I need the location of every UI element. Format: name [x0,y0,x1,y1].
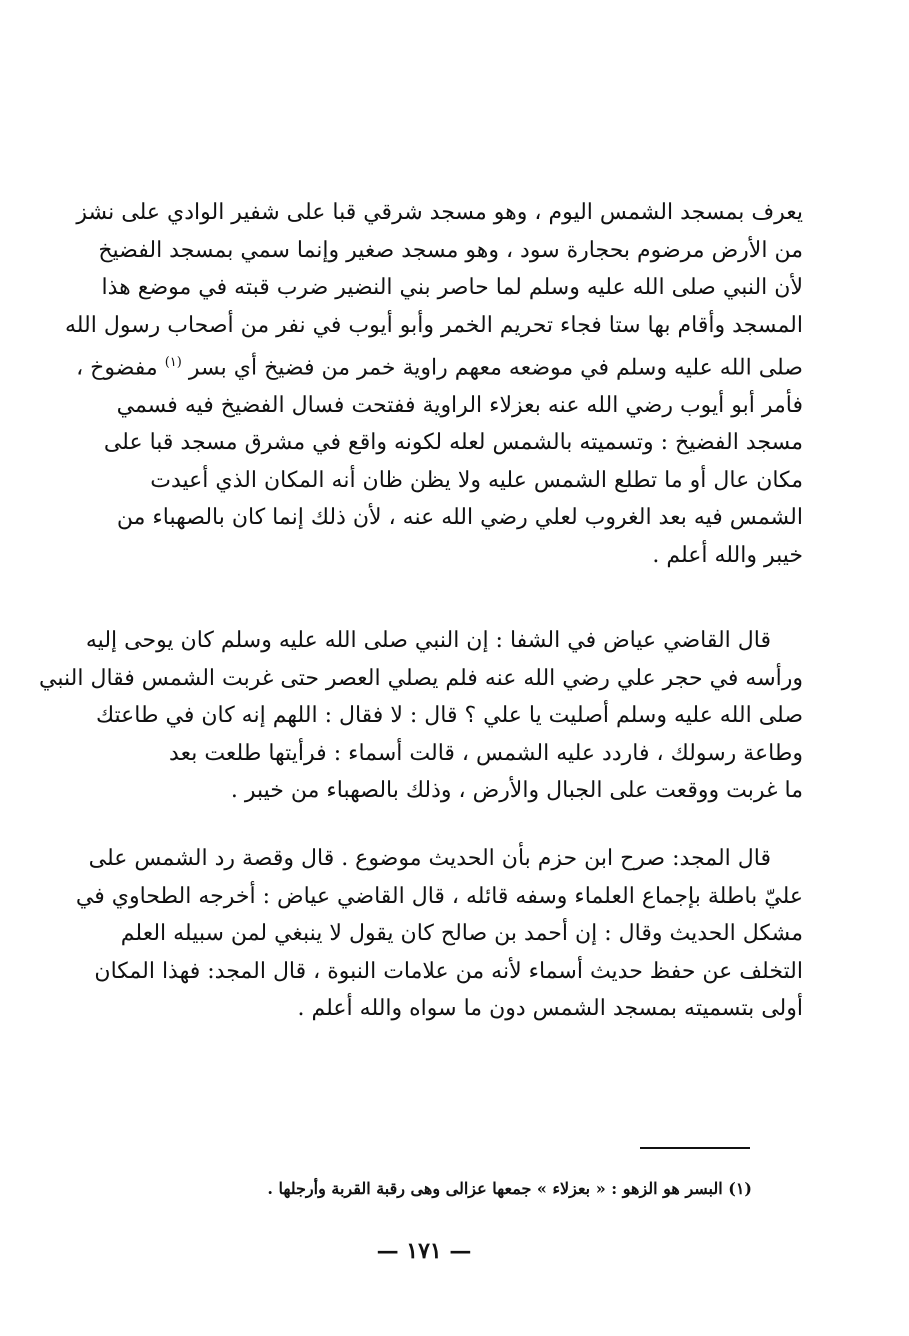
page-number: — ١٧١ — [376,1238,472,1264]
text-line: صلى الله عليه وسلم أصليت يا علي ؟ قال : لا فقال : اللهم إنه كان في طاعتك [96,703,803,728]
text-line: التخلف عن حفظ حديث أسماء لأنه من علامات النبوة ، قال المجد: فهذا المكان [94,958,803,984]
text-line: الشمس فيه بعد الغروب لعلي رضي الله عنه ، لأن ذلك إنما كان بالصهباء من [116,505,803,531]
text-line: قال القاضي عياض في الشفا : إن النبي صلى الله عليه وسلم كان يوحى إليه [85,628,771,653]
text-line: يعرف بمسجد الشمس اليوم ، وهو مسجد شرقي قبا على شفير الوادي على نشز [76,200,803,225]
text-line: المسجد وأقام بها ستا فجاء تحريم الخمر وأبو أيوب في نفر من أصحاب رسول الله [64,312,803,338]
footnote-reference: (١) [164,355,182,370]
text-line: ورأسه في حجر علي رضي الله عنه فلم يصلي العصر حتى غربت الشمس فقال النبي [39,665,803,691]
text-line: وطاعة رسولك ، فاردد عليه الشمس ، قالت أسماء : فرأيتها طلعت بعد [169,740,803,766]
text-segment: صلى الله عليه وسلم في موضعه معهم راوية خمر من فضيخ أي بسر [188,355,803,381]
text-line: من الأرض مرضوم بحجارة سود ، وهو مسجد صغير وإنما سمي بمسجد الفضيخ [98,237,803,263]
footnote: (١) البسر هو الزهو : « بعزلاء » جمعها عزالى وهى رقبة القربة وأرجلها . [267,1179,752,1198]
text-line [76,344,803,387]
paragraph-3 [75,840,803,1028]
text-line: مكان عال أو ما تطلع الشمس عليه ولا يظن ظان أنه المكان الذي أعيدت [150,467,803,493]
text-line: مشكل الحديث وقال : إن أحمد بن صالح كان يقول لا ينبغي لمن سبيله العلم [120,921,803,946]
text-line: قال المجد: صرح ابن حزم بأن الحديث موضوع . قال وقصة رد الشمس على [88,846,771,871]
text-line: أولى بتسميته بمسجد الشمس دون ما سواه والله أعلم . [297,996,803,1021]
paragraph-2 [39,622,803,810]
footnote-divider [640,1147,750,1149]
text-line: لأن النبي صلى الله عليه وسلم لما حاصر بني النضير ضرب قبته في موضع هذا [101,275,803,300]
paragraph-1 [64,194,803,574]
text-line: خيبر والله أعلم . [652,542,803,568]
text-line: عليّ باطلة بإجماع العلماء وسفه قائله ، قال القاضي عياض : أخرجه الطحاوي في [75,883,803,909]
text-line: ما غربت ووقعت على الجبال والأرض ، وذلك بالصهباء من خيبر . [230,778,803,803]
text-segment: مفضوخ ، [76,355,158,381]
text-line: فأمر أبو أيوب رضي الله عنه بعزلاء الراوية ففتحت فسال الفضيخ فيه فسمي [116,392,803,418]
text-line: مسجد الفضيخ : وتسميته بالشمس لعله لكونه واقع في مشرق مسجد قبا على [103,430,803,456]
